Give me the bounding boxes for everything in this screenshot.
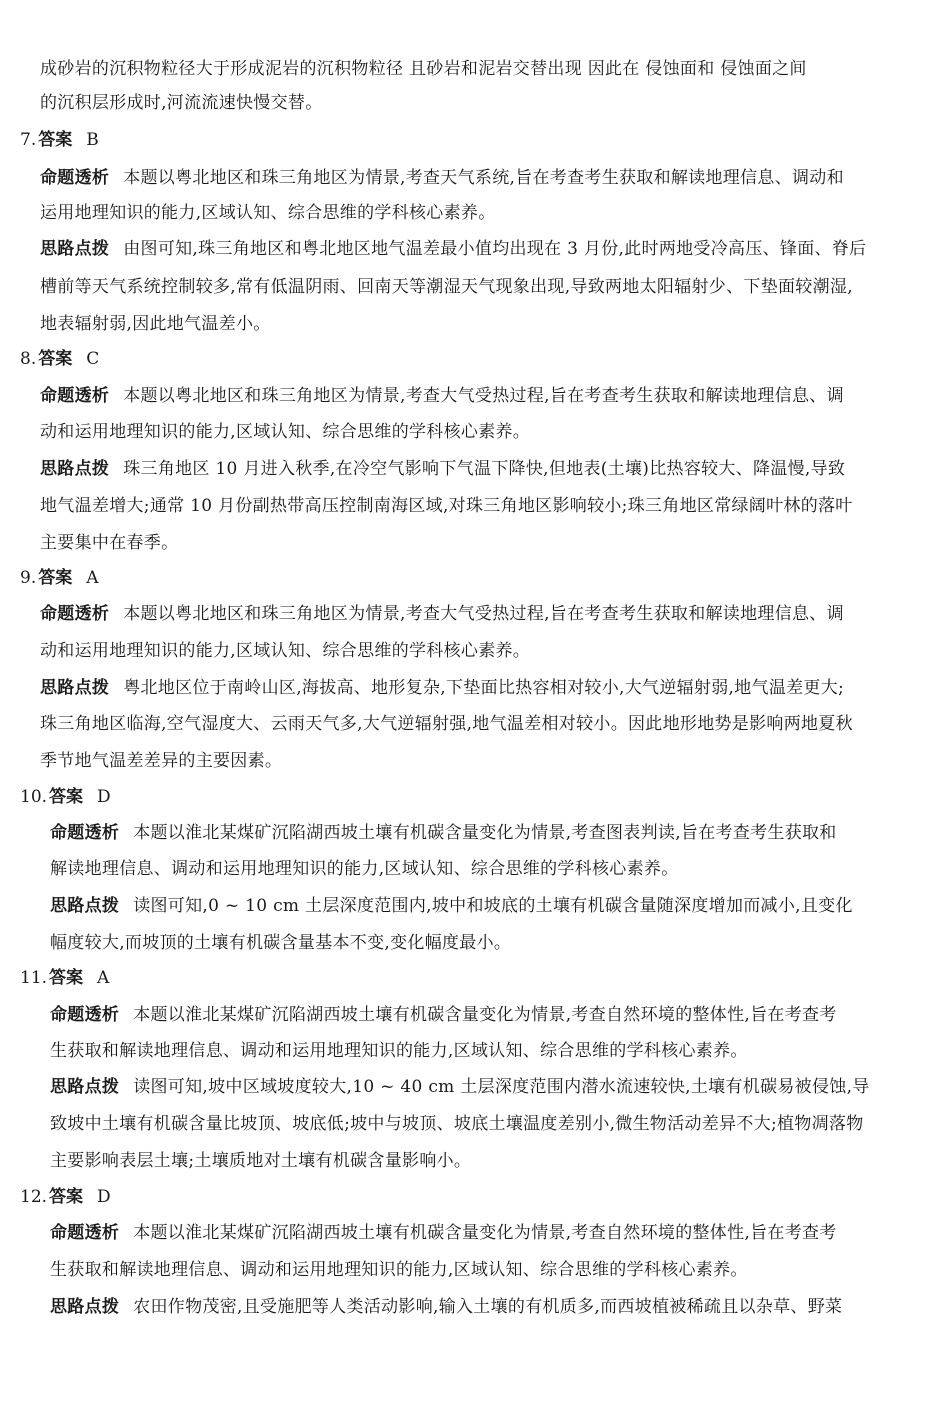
hint-label: 思路点拨 [40,459,110,479]
intent-label: 命题透析 [50,1005,120,1025]
intent-12-line-2: 生获取和解读地理信息、调动和运用地理知识的能力,区域认知、综合思维的学科核心素养。 [50,1260,748,1280]
hint-8-line-3: 主要集中在春季。 [40,533,179,553]
intent-8-line-2: 动和运用地理知识的能力,区域认知、综合思维的学科核心素养。 [40,422,531,442]
answer-8 [20,348,99,370]
intro-line-1: 成砂岩的沉积物粒径大于形成泥岩的沉积物粒径 且砂岩和泥岩交替出现 因此在 侵蚀面和 侵蚀面之间 [40,59,807,79]
answer-value: D [97,787,111,807]
answer-value: B [86,130,99,150]
answer-12 [20,1186,111,1208]
hint-8-line-2: 地气温差增大;通常 10 月份副热带高压控制南海区域,对珠三角地区影响较小;珠三角地区常绿阔叶林的落叶 [40,496,853,516]
hint-10-line-1 [50,895,853,917]
hint-7-line-1 [40,238,866,260]
answer-label: 答案 [49,1187,84,1207]
answer-label: 答案 [49,968,84,988]
intent-10-line-1 [50,822,837,844]
intent-11-line-1 [50,1004,837,1026]
intent-8-line-1 [40,385,844,407]
question-number: 11. [20,968,48,988]
question-number: 10. [20,787,48,807]
intent-label: 命题透析 [40,604,110,624]
intent-text: 本题以淮北某煤矿沉陷湖西坡土壤有机碳含量变化为情景,考查自然环境的整体性,旨在考查考 [133,1223,837,1243]
answer-7 [20,129,99,151]
answer-9 [20,567,99,589]
answer-label: 答案 [38,130,73,150]
hint-9-line-3: 季节地气温差差异的主要因素。 [40,751,283,771]
hint-11-line-2: 致坡中土壤有机碳含量比坡顶、坡底低;坡中与坡顶、坡底土壤温度差别小,微生物活动差异不大;植物凋落物 [50,1114,864,1134]
answer-10 [20,786,111,808]
hint-11-line-3: 主要影响表层土壤;土壤质地对土壤有机碳含量影响小。 [50,1151,472,1171]
intent-10-line-2: 解读地理信息、调动和运用地理知识的能力,区域认知、综合思维的学科核心素养。 [50,859,679,879]
hint-9-line-1 [40,677,844,699]
hint-label: 思路点拨 [40,239,110,259]
intent-text: 本题以粤北地区和珠三角地区为情景,考查大气受热过程,旨在考查考生获取和解读地理信息、调 [123,386,844,406]
answer-11 [20,967,109,989]
hint-8-line-1 [40,458,845,480]
hint-label: 思路点拨 [50,1077,120,1097]
intent-label: 命题透析 [50,1223,120,1243]
answer-value: C [86,349,100,369]
intent-9-line-1 [40,603,844,625]
intro-line-2: 的沉积层形成时,河流流速快慢交替。 [40,93,323,113]
intent-9-line-2: 动和运用地理知识的能力,区域认知、综合思维的学科核心素养。 [40,641,531,661]
intent-label: 命题透析 [40,168,110,188]
answer-label: 答案 [38,568,73,588]
hint-label: 思路点拨 [40,678,110,698]
intent-7-line-2: 运用地理知识的能力,区域认知、综合思维的学科核心素养。 [40,203,496,223]
hint-7-line-2: 槽前等天气系统控制较多,常有低温阴雨、回南天等潮湿天气现象出现,导致两地太阳辐射少、下垫面较潮湿, [40,277,853,297]
hint-text: 读图可知,0 ~ 10 cm 土层深度范围内,坡中和坡底的土壤有机碳含量随深度增加而减小,且变化 [133,896,853,916]
answer-label: 答案 [38,349,73,369]
intent-label: 命题透析 [50,823,120,843]
hint-text: 读图可知,坡中区域坡度较大,10 ~ 40 cm 土层深度范围内潜水流速较快,土壤有机碳易被侵蚀,导 [133,1077,870,1097]
hint-11-line-1 [50,1076,870,1098]
question-number: 9. [20,568,37,588]
intent-text: 本题以淮北某煤矿沉陷湖西坡土壤有机碳含量变化为情景,考查自然环境的整体性,旨在考查考 [133,1005,837,1025]
answer-value: A [97,968,110,988]
intent-text: 本题以淮北某煤矿沉陷湖西坡土壤有机碳含量变化为情景,考查图表判读,旨在考查考生获取和 [133,823,837,843]
hint-12-line-1 [50,1296,842,1318]
hint-text: 由图可知,珠三角地区和粤北地区地气温差最小值均出现在 3 月份,此时两地受冷高压、锋面、脊后 [123,239,867,259]
question-number: 12. [20,1187,48,1207]
hint-label: 思路点拨 [50,896,120,916]
question-number: 8. [20,349,37,369]
intent-7-line-1 [40,167,844,189]
intent-label: 命题透析 [40,386,110,406]
intent-text: 本题以粤北地区和珠三角地区为情景,考查天气系统,旨在考查考生获取和解读地理信息、调动和 [123,168,844,188]
hint-10-line-2: 幅度较大,而坡顶的土壤有机碳含量基本不变,变化幅度最小。 [50,933,512,953]
question-number: 7. [20,130,37,150]
hint-7-line-3: 地表辐射弱,因此地气温差小。 [40,314,271,334]
intent-11-line-2: 生获取和解读地理信息、调动和运用地理知识的能力,区域认知、综合思维的学科核心素养。 [50,1041,748,1061]
answer-value: A [86,568,99,588]
hint-9-line-2: 珠三角地区临海,空气湿度大、云雨天气多,大气逆辐射强,地气温差相对较小。因此地形地势是影响两地夏秋 [40,714,853,734]
hint-text: 粤北地区位于南岭山区,海拔高、地形复杂,下垫面比热容相对较小,大气逆辐射弱,地气温差更大; [123,678,845,698]
hint-text: 农田作物茂密,且受施肥等人类活动影响,输入土壤的有机质多,而西坡植被稀疏且以杂草、野菜 [133,1297,843,1317]
hint-label: 思路点拨 [50,1297,120,1317]
intent-text: 本题以粤北地区和珠三角地区为情景,考查大气受热过程,旨在考查考生获取和解读地理信息、调 [123,604,844,624]
hint-text: 珠三角地区 10 月进入秋季,在冷空气影响下气温下降快,但地表(土壤)比热容较大、降温慢,导致 [123,459,846,479]
answer-label: 答案 [49,787,84,807]
intent-12-line-1 [50,1222,837,1244]
answer-value: D [97,1187,111,1207]
